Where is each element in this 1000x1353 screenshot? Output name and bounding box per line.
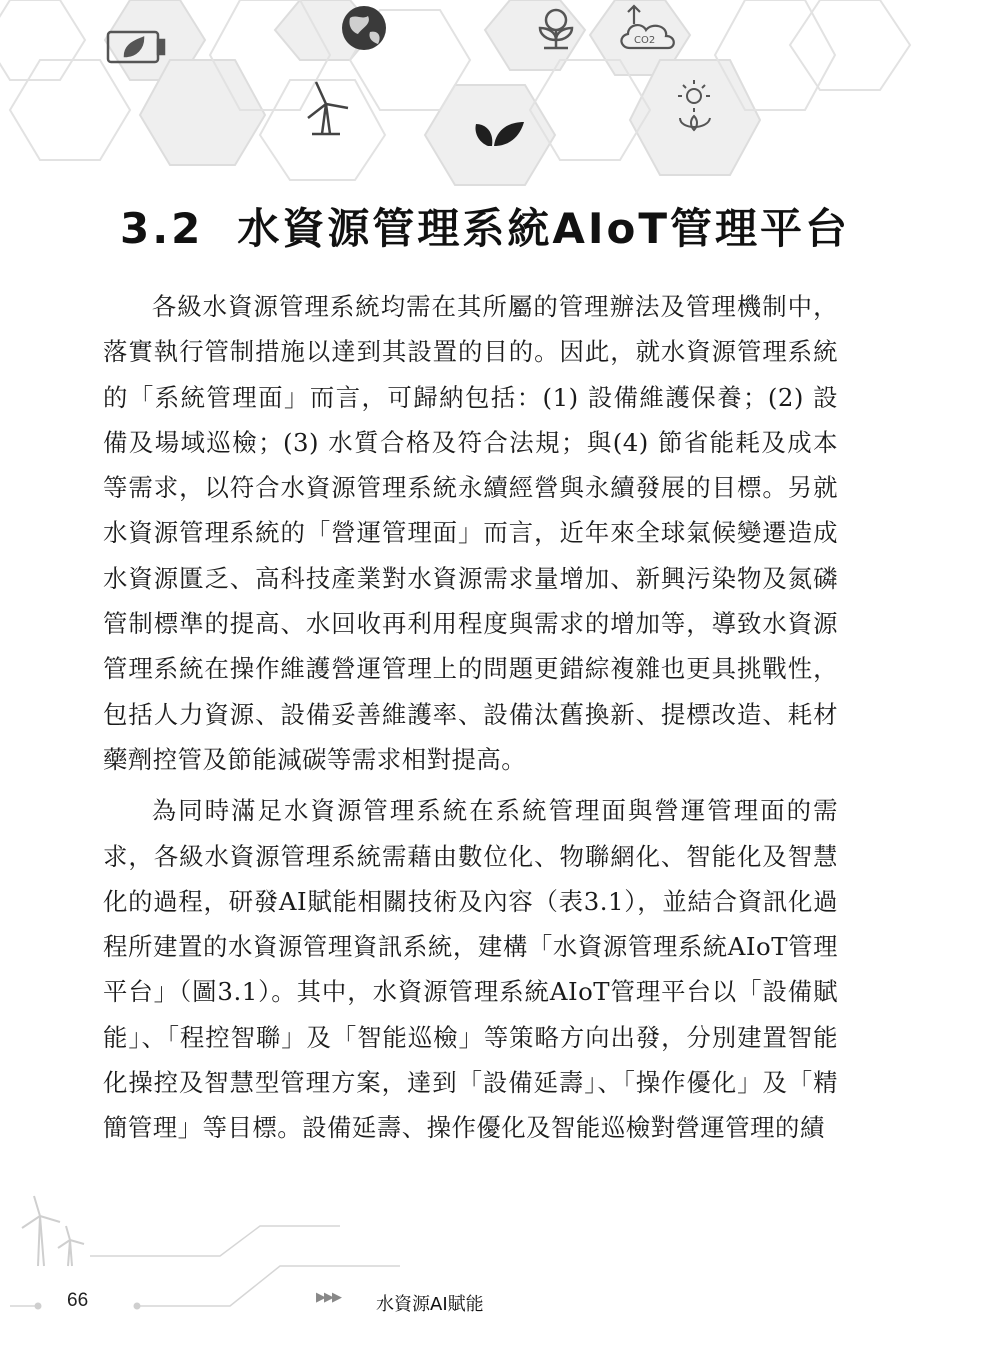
footer-wind-turbine-icon: [22, 1196, 84, 1266]
globe-icon: [342, 6, 386, 50]
section-number: 3.2: [120, 204, 204, 253]
paragraph-1: 各級水資源管理系統均需在其所屬的管理辦法及管理機制中，落實執行管制措施以達到其設置的目的。因此，就水資源管理系統的「系統管理面」而言，可歸納包括：(1) 設備維護保養；(2) 設備及場域巡檢；(3) 水質合格及符合法規；與(4) 節省能耗及成本等需求，以符合水資源管理系統永續經營與永續發展的目標。另就水資源管理系統的「營運管理面」而言，近年來全球氣候變遷造成水資源匱乏、高科技產業對水資源需求量增加、新興污染物及氮磷管制標準的提高、水回收再利用程度與需求的增加等，導致水資源管理系統在操作維護營運管理上的問題更錯綜複雜也更具挑戰性，包括人力資源、設備妥善維護率、設備汰舊換新、提標改造、耗材藥劑控管及節能減碳等需求相對提高。: [103, 292, 838, 774]
page-number: 66: [67, 1290, 89, 1311]
wind-turbine-icon: [308, 82, 348, 134]
footer-decoration: [0, 1190, 1000, 1353]
paragraph-2: 為同時滿足水資源管理系統在系統管理面與營運管理面的需求，各級水資源管理系統需藉由數位化、物聯網化、智能化及智慧化的過程，研發AI賦能相關技術及內容（表3.1），並結合資訊化過程所建置的水資源管理資訊系統，建構「水資源管理系統AIoT管理平台」（圖3.1）。其中，水資源管理系統AIoT管理平台以「設備賦能」、「程控智聯」及「智能巡檢」等策略方向出發，分別建置智能化操控及智慧型管理方案，達到「設備延壽」、「操作優化」及「精簡管理」等目標。設備延壽、操作優化及智能巡檢對營運管理的績: [103, 796, 838, 1143]
section-heading: [120, 196, 880, 256]
section-title-text: 水資源管理系統AIoT管理平台: [237, 204, 851, 253]
hexagon-header-decoration: [0, 0, 1000, 190]
body-text: [103, 284, 838, 1157]
co2-label: CO2: [634, 35, 656, 46]
footer-arrows-icon: ▶▶▶: [316, 1290, 340, 1305]
book-title: 水資源AI賦能: [376, 1294, 484, 1315]
